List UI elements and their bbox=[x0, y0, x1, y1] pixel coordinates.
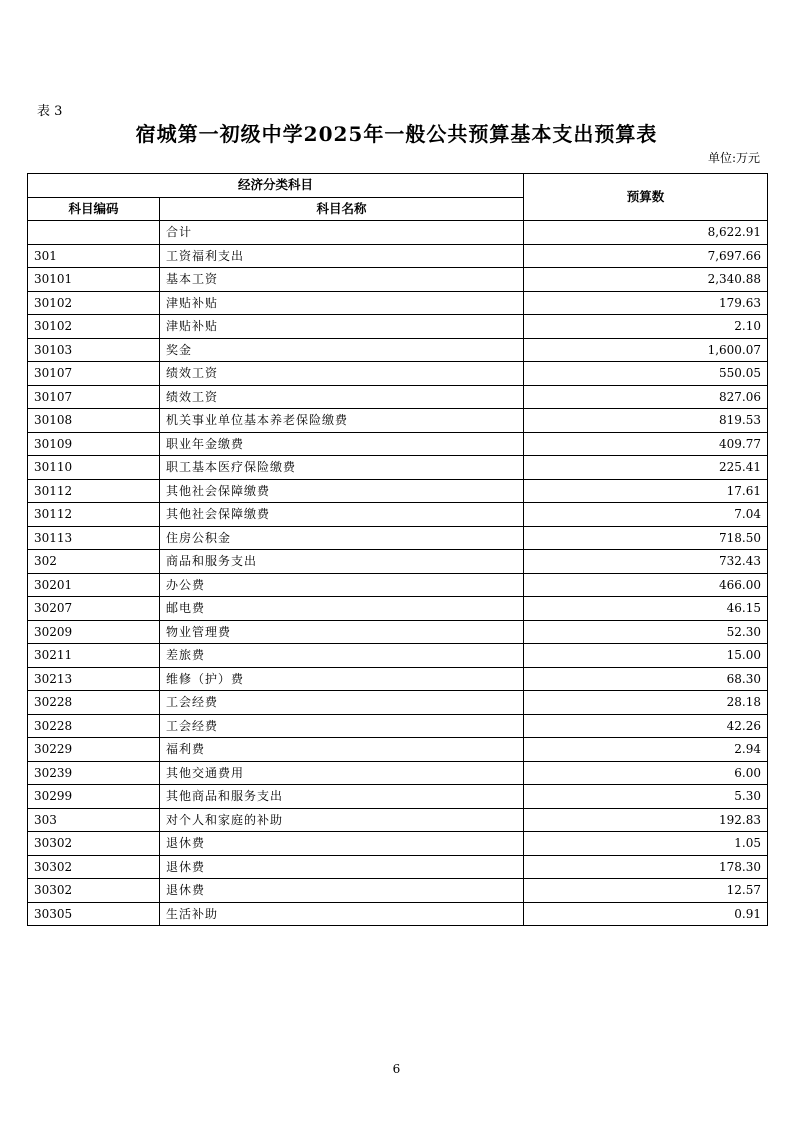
budget-amount-cell: 6.00 bbox=[524, 761, 768, 785]
budget-amount-cell: 192.83 bbox=[524, 808, 768, 832]
budget-amount-cell: 12.57 bbox=[524, 879, 768, 903]
table-row bbox=[28, 855, 768, 879]
budget-amount-cell: 17.61 bbox=[524, 479, 768, 503]
subject-name-cell: 邮电费 bbox=[160, 597, 524, 621]
subject-name-cell: 其他社会保障缴费 bbox=[160, 503, 524, 527]
budget-amount-cell: 2,340.88 bbox=[524, 268, 768, 292]
table-row bbox=[28, 409, 768, 433]
subject-code-cell: 30228 bbox=[28, 691, 160, 715]
subject-code-cell: 30209 bbox=[28, 620, 160, 644]
budget-amount-cell: 28.18 bbox=[524, 691, 768, 715]
subject-code-cell: 30101 bbox=[28, 268, 160, 292]
budget-amount-cell: 732.43 bbox=[524, 550, 768, 574]
table-row bbox=[28, 244, 768, 268]
subject-code-cell: 30229 bbox=[28, 738, 160, 762]
subject-name-cell: 其他交通费用 bbox=[160, 761, 524, 785]
budget-amount-cell: 819.53 bbox=[524, 409, 768, 433]
table-row bbox=[28, 526, 768, 550]
table-row bbox=[28, 832, 768, 856]
budget-amount-cell: 0.91 bbox=[524, 902, 768, 926]
table-row bbox=[28, 620, 768, 644]
budget-amount-cell: 827.06 bbox=[524, 385, 768, 409]
table-row bbox=[28, 456, 768, 480]
table-label: 表 3 bbox=[37, 104, 63, 119]
table-row bbox=[28, 573, 768, 597]
subject-code-cell: 30103 bbox=[28, 338, 160, 362]
table-row bbox=[28, 362, 768, 386]
table-row bbox=[28, 691, 768, 715]
table-row bbox=[28, 879, 768, 903]
header-economic-category: 经济分类科目 bbox=[28, 174, 524, 198]
budget-amount-cell: 46.15 bbox=[524, 597, 768, 621]
subject-code-cell: 30110 bbox=[28, 456, 160, 480]
table-row bbox=[28, 667, 768, 691]
page-number: 6 bbox=[392, 1062, 401, 1076]
subject-code-cell: 30302 bbox=[28, 832, 160, 856]
budget-amount-cell: 409.77 bbox=[524, 432, 768, 456]
budget-table bbox=[27, 173, 768, 926]
subject-code-cell: 30228 bbox=[28, 714, 160, 738]
budget-amount-cell: 15.00 bbox=[524, 644, 768, 668]
budget-amount-cell: 179.63 bbox=[524, 291, 768, 315]
subject-name-cell: 维修（护）费 bbox=[160, 667, 524, 691]
subject-code-cell: 30107 bbox=[28, 385, 160, 409]
table-row bbox=[28, 714, 768, 738]
subject-code-cell: 30302 bbox=[28, 879, 160, 903]
subject-name-cell: 奖金 bbox=[160, 338, 524, 362]
subject-name-cell: 退休费 bbox=[160, 879, 524, 903]
subject-name-cell: 津贴补贴 bbox=[160, 315, 524, 339]
budget-amount-cell: 5.30 bbox=[524, 785, 768, 809]
subject-code-cell: 303 bbox=[28, 808, 160, 832]
budget-amount-cell: 2.10 bbox=[524, 315, 768, 339]
subject-name-cell: 津贴补贴 bbox=[160, 291, 524, 315]
page-title: 宿城第一初级中学2025年一般公共预算基本支出预算表 bbox=[135, 122, 658, 146]
budget-amount-cell: 7,697.66 bbox=[524, 244, 768, 268]
subject-name-cell: 职业年金缴费 bbox=[160, 432, 524, 456]
unit-label: 单位:万元 bbox=[707, 151, 760, 165]
table-row bbox=[28, 385, 768, 409]
table-row bbox=[28, 268, 768, 292]
budget-amount-cell: 7.04 bbox=[524, 503, 768, 527]
header-budget-amount: 预算数 bbox=[524, 174, 768, 221]
subject-name-cell: 职工基本医疗保险缴费 bbox=[160, 456, 524, 480]
subject-code-cell: 30239 bbox=[28, 761, 160, 785]
subject-code-cell: 30102 bbox=[28, 291, 160, 315]
subject-name-cell: 绩效工资 bbox=[160, 362, 524, 386]
budget-amount-cell: 1.05 bbox=[524, 832, 768, 856]
table-row bbox=[28, 761, 768, 785]
subject-name-cell: 住房公积金 bbox=[160, 526, 524, 550]
subject-name-cell: 物业管理费 bbox=[160, 620, 524, 644]
table-row bbox=[28, 738, 768, 762]
table-row bbox=[28, 432, 768, 456]
subject-name-cell: 基本工资 bbox=[160, 268, 524, 292]
subject-name-cell: 工资福利支出 bbox=[160, 244, 524, 268]
table-row bbox=[28, 221, 768, 245]
subject-code-cell: 30112 bbox=[28, 479, 160, 503]
budget-amount-cell: 178.30 bbox=[524, 855, 768, 879]
budget-amount-cell: 68.30 bbox=[524, 667, 768, 691]
subject-code-cell: 302 bbox=[28, 550, 160, 574]
table-row bbox=[28, 550, 768, 574]
subject-code-cell: 30213 bbox=[28, 667, 160, 691]
subject-code-cell: 30299 bbox=[28, 785, 160, 809]
subject-name-cell: 差旅费 bbox=[160, 644, 524, 668]
header-subject-name: 科目名称 bbox=[160, 197, 524, 221]
table-row bbox=[28, 338, 768, 362]
subject-code-cell: 30112 bbox=[28, 503, 160, 527]
budget-amount-cell: 550.05 bbox=[524, 362, 768, 386]
subject-name-cell: 机关事业单位基本养老保险缴费 bbox=[160, 409, 524, 433]
subject-name-cell: 办公费 bbox=[160, 573, 524, 597]
subject-code-cell: 30211 bbox=[28, 644, 160, 668]
subject-name-cell: 对个人和家庭的补助 bbox=[160, 808, 524, 832]
subject-code-cell: 30201 bbox=[28, 573, 160, 597]
budget-amount-cell: 8,622.91 bbox=[524, 221, 768, 245]
subject-name-cell: 绩效工资 bbox=[160, 385, 524, 409]
subject-name-cell: 生活补助 bbox=[160, 902, 524, 926]
subject-name-cell: 合计 bbox=[160, 221, 524, 245]
table-row bbox=[28, 808, 768, 832]
subject-name-cell: 商品和服务支出 bbox=[160, 550, 524, 574]
table-row bbox=[28, 503, 768, 527]
subject-name-cell: 退休费 bbox=[160, 832, 524, 856]
subject-code-cell bbox=[28, 221, 160, 245]
budget-amount-cell: 718.50 bbox=[524, 526, 768, 550]
subject-name-cell: 其他社会保障缴费 bbox=[160, 479, 524, 503]
subject-code-cell: 30302 bbox=[28, 855, 160, 879]
header-subject-code: 科目编码 bbox=[28, 197, 160, 221]
table-row bbox=[28, 902, 768, 926]
table-row bbox=[28, 291, 768, 315]
subject-name-cell: 退休费 bbox=[160, 855, 524, 879]
subject-name-cell: 工会经费 bbox=[160, 714, 524, 738]
subject-code-cell: 301 bbox=[28, 244, 160, 268]
table-row bbox=[28, 315, 768, 339]
budget-amount-cell: 466.00 bbox=[524, 573, 768, 597]
table-row bbox=[28, 644, 768, 668]
subject-code-cell: 30305 bbox=[28, 902, 160, 926]
subject-code-cell: 30108 bbox=[28, 409, 160, 433]
budget-amount-cell: 1,600.07 bbox=[524, 338, 768, 362]
table-row bbox=[28, 479, 768, 503]
subject-code-cell: 30207 bbox=[28, 597, 160, 621]
header-row-group bbox=[28, 174, 768, 198]
table-row bbox=[28, 597, 768, 621]
budget-table-body bbox=[28, 221, 768, 926]
budget-amount-cell: 42.26 bbox=[524, 714, 768, 738]
budget-amount-cell: 225.41 bbox=[524, 456, 768, 480]
subject-name-cell: 其他商品和服务支出 bbox=[160, 785, 524, 809]
subject-code-cell: 30113 bbox=[28, 526, 160, 550]
budget-amount-cell: 52.30 bbox=[524, 620, 768, 644]
subject-code-cell: 30107 bbox=[28, 362, 160, 386]
table-row bbox=[28, 785, 768, 809]
subject-code-cell: 30109 bbox=[28, 432, 160, 456]
subject-name-cell: 福利费 bbox=[160, 738, 524, 762]
subject-name-cell: 工会经费 bbox=[160, 691, 524, 715]
budget-amount-cell: 2.94 bbox=[524, 738, 768, 762]
subject-code-cell: 30102 bbox=[28, 315, 160, 339]
